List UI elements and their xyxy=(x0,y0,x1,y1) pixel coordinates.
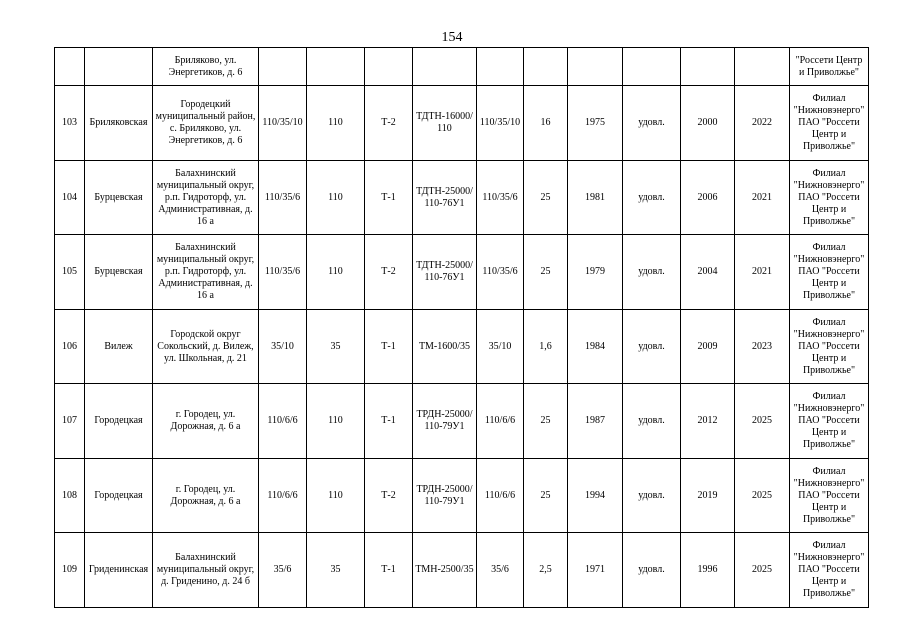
year-3: 2022 xyxy=(735,86,790,161)
manufacture-year: 1981 xyxy=(568,160,623,235)
manufacture-year: 1971 xyxy=(568,533,623,608)
transformer-number: Т-1 xyxy=(365,309,413,384)
year-3: 2021 xyxy=(735,235,790,310)
year-3: 2023 xyxy=(735,309,790,384)
voltage-class: 35/6 xyxy=(259,533,307,608)
manufacture-year: 1984 xyxy=(568,309,623,384)
year-3: 2021 xyxy=(735,160,790,235)
voltage-class: 110/35/10 xyxy=(259,86,307,161)
owner: Филиал "Нижновэнерго" ПАО "Россети Центр и Приволжье" xyxy=(790,533,869,608)
year-2 xyxy=(681,48,735,86)
high-voltage: 110 xyxy=(307,160,365,235)
substation-name xyxy=(85,48,153,86)
transformer-voltage: 35/10 xyxy=(477,309,524,384)
high-voltage: 110 xyxy=(307,384,365,459)
voltage-class: 35/10 xyxy=(259,309,307,384)
transformer-type: ТМН-2500/35 xyxy=(413,533,477,608)
row-number xyxy=(55,48,85,86)
power: 25 xyxy=(524,235,568,310)
high-voltage: 110 xyxy=(307,458,365,533)
substation-name: Гриденинская xyxy=(85,533,153,608)
transformer-type: ТДТН-25000/110-76У1 xyxy=(413,160,477,235)
power xyxy=(524,48,568,86)
high-voltage: 35 xyxy=(307,309,365,384)
owner: Филиал "Нижновэнерго" ПАО "Россети Центр и Приволжье" xyxy=(790,86,869,161)
manufacture-year: 1975 xyxy=(568,86,623,161)
row-number: 104 xyxy=(55,160,85,235)
condition: удовл. xyxy=(623,458,681,533)
address: Бриляково, ул. Энергетиков, д. 6 xyxy=(153,48,259,86)
row-number: 105 xyxy=(55,235,85,310)
power: 25 xyxy=(524,384,568,459)
year-3: 2025 xyxy=(735,458,790,533)
year-3 xyxy=(735,48,790,86)
manufacture-year: 1987 xyxy=(568,384,623,459)
transformer-voltage: 110/35/6 xyxy=(477,160,524,235)
address: Городецкий муниципальный район, с. Бриляково, ул. Энергетиков, д. 6 xyxy=(153,86,259,161)
year-2: 2006 xyxy=(681,160,735,235)
substation-name: Городецкая xyxy=(85,384,153,459)
year-3: 2025 xyxy=(735,533,790,608)
voltage-class: 110/35/6 xyxy=(259,160,307,235)
year-3: 2025 xyxy=(735,384,790,459)
transformer-type: ТРДН-25000/110-79У1 xyxy=(413,384,477,459)
transformer-type: ТМ-1600/35 xyxy=(413,309,477,384)
owner: Филиал "Нижновэнерго" ПАО "Россети Центр и Приволжье" xyxy=(790,458,869,533)
owner: "Россети Центр и Приволжье" xyxy=(790,48,869,86)
transformer-number: Т-2 xyxy=(365,458,413,533)
row-number: 103 xyxy=(55,86,85,161)
substation-name: Вилеж xyxy=(85,309,153,384)
condition: удовл. xyxy=(623,235,681,310)
table-row xyxy=(55,384,869,459)
transformer-type: ТДТН-25000/110-76У1 xyxy=(413,235,477,310)
transformer-type: ТРДН-25000/110-79У1 xyxy=(413,458,477,533)
address: Балахнинский муниципальный округ, р.п. Гидроторф, ул. Административная, д. 16 а xyxy=(153,160,259,235)
row-number: 106 xyxy=(55,309,85,384)
address: Городской округ Сокольский, д. Вилеж, ул. Школьная, д. 21 xyxy=(153,309,259,384)
power: 16 xyxy=(524,86,568,161)
year-2: 1996 xyxy=(681,533,735,608)
transformer-number: Т-2 xyxy=(365,235,413,310)
year-2: 2004 xyxy=(681,235,735,310)
transformer-number: Т-2 xyxy=(365,86,413,161)
table-row xyxy=(55,309,869,384)
transformer-type xyxy=(413,48,477,86)
manufacture-year: 1979 xyxy=(568,235,623,310)
substation-name: Бурцевская xyxy=(85,235,153,310)
condition: удовл. xyxy=(623,160,681,235)
high-voltage: 110 xyxy=(307,235,365,310)
power: 25 xyxy=(524,458,568,533)
substation-name: Бурцевская xyxy=(85,160,153,235)
table-row xyxy=(55,235,869,310)
power: 25 xyxy=(524,160,568,235)
address: г. Городец, ул. Дорожная, д. 6 а xyxy=(153,384,259,459)
address: Балахнинский муниципальный округ, д. Гриденино, д. 24 б xyxy=(153,533,259,608)
transformer-number: Т-1 xyxy=(365,160,413,235)
condition xyxy=(623,48,681,86)
transformer-number: Т-1 xyxy=(365,533,413,608)
owner: Филиал "Нижновэнерго" ПАО "Россети Центр и Приволжье" xyxy=(790,235,869,310)
high-voltage: 35 xyxy=(307,533,365,608)
address: Балахнинский муниципальный округ, р.п. Гидроторф, ул. Административная, д. 16 а xyxy=(153,235,259,310)
address: г. Городец, ул. Дорожная, д. 6 а xyxy=(153,458,259,533)
voltage-class: 110/35/6 xyxy=(259,235,307,310)
transformer-voltage: 110/35/10 xyxy=(477,86,524,161)
row-number: 108 xyxy=(55,458,85,533)
owner: Филиал "Нижновэнерго" ПАО "Россети Центр и Приволжье" xyxy=(790,160,869,235)
transformer-number xyxy=(365,48,413,86)
transformer-voltage: 110/35/6 xyxy=(477,235,524,310)
voltage-class: 110/6/6 xyxy=(259,458,307,533)
year-2: 2009 xyxy=(681,309,735,384)
transformer-voltage: 110/6/6 xyxy=(477,458,524,533)
row-number: 109 xyxy=(55,533,85,608)
year-2: 2019 xyxy=(681,458,735,533)
owner: Филиал "Нижновэнерго" ПАО "Россети Центр и Приволжье" xyxy=(790,384,869,459)
substation-name: Бриляковская xyxy=(85,86,153,161)
high-voltage xyxy=(307,48,365,86)
manufacture-year xyxy=(568,48,623,86)
transformer-type: ТДТН-16000/110 xyxy=(413,86,477,161)
condition: удовл. xyxy=(623,86,681,161)
row-number: 107 xyxy=(55,384,85,459)
high-voltage: 110 xyxy=(307,86,365,161)
condition: удовл. xyxy=(623,384,681,459)
year-2: 2012 xyxy=(681,384,735,459)
substation-table xyxy=(54,47,869,608)
power: 1,6 xyxy=(524,309,568,384)
transformer-voltage: 35/6 xyxy=(477,533,524,608)
transformer-number: Т-1 xyxy=(365,384,413,459)
table-row xyxy=(55,458,869,533)
page-number: 154 xyxy=(441,30,463,45)
table-row xyxy=(55,533,869,608)
transformer-voltage: 110/6/6 xyxy=(477,384,524,459)
power: 2,5 xyxy=(524,533,568,608)
owner: Филиал "Нижновэнерго" ПАО "Россети Центр и Приволжье" xyxy=(790,309,869,384)
condition: удовл. xyxy=(623,533,681,608)
year-2: 2000 xyxy=(681,86,735,161)
table-row xyxy=(55,160,869,235)
transformer-voltage xyxy=(477,48,524,86)
manufacture-year: 1994 xyxy=(568,458,623,533)
table-row xyxy=(55,86,869,161)
table-row xyxy=(55,48,869,86)
voltage-class xyxy=(259,48,307,86)
condition: удовл. xyxy=(623,309,681,384)
substation-name: Городецкая xyxy=(85,458,153,533)
voltage-class: 110/6/6 xyxy=(259,384,307,459)
